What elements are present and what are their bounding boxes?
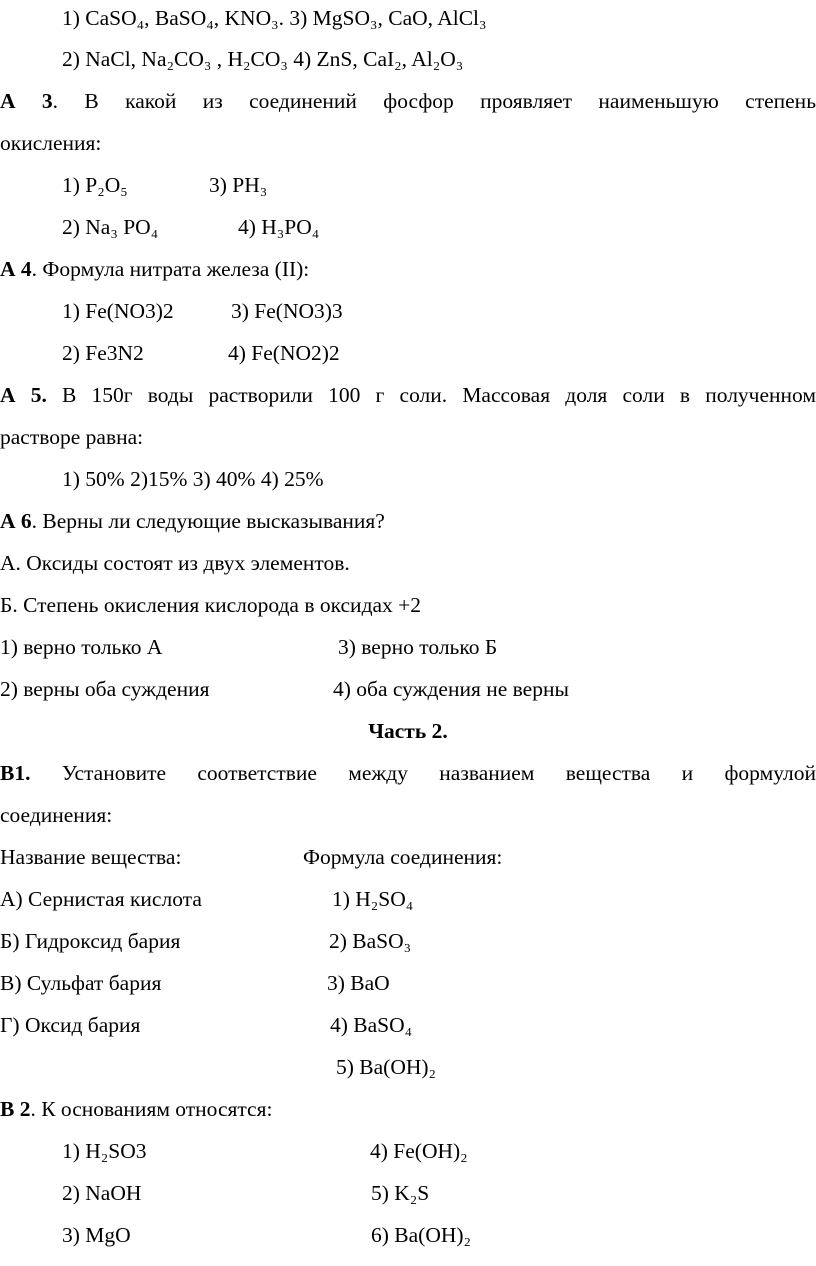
question-text: . К основаниям относятся: <box>30 1097 273 1121</box>
question-text: В 150г воды растворили 100 г соли. Массовая доля соли в полученном <box>46 383 816 407</box>
question-label: А 5. <box>0 383 47 407</box>
a3-question <box>0 91 816 113</box>
b2-option-1: 1) H₂SO3 <box>62 1139 147 1163</box>
question-text: . В какой из соединений фосфор проявляет наименьшую степень <box>52 89 816 113</box>
a6-option-3: 3) верно только Б <box>338 635 498 659</box>
a2-option-4: 4) ZnS, CaI₂, Al₂O₃ <box>293 47 464 71</box>
question-text: . Формула нитрата железа (II): <box>31 257 310 281</box>
b2-option-4: 4) Fe(OH)₂ <box>370 1139 468 1163</box>
a5-options: 1) 50% 2)15% 3) 40% 4) 25% <box>62 467 324 491</box>
a3-option-2: 2) Na₃ PO₄ <box>62 215 159 239</box>
question-text: . Верны ли следующие высказывания? <box>31 509 385 533</box>
question-label: В 2 <box>0 1097 31 1121</box>
a4-option-4: 4) Fe(NO2)2 <box>228 341 340 365</box>
a3-question-cont: окисления: <box>0 131 102 155</box>
b1-formula-1: 1) H₂SO₄ <box>332 887 414 911</box>
b1-question-cont: соединения: <box>0 803 113 827</box>
b1-name-b: Б) Гидроксид бария <box>0 929 181 953</box>
b1-formula-2: 2) BaSO₃ <box>329 929 412 953</box>
a2-option-3: 3) MgSO₃, CaO, AlCl₃ <box>289 6 487 30</box>
question-label: В1. <box>0 761 31 785</box>
a4-option-3: 3) Fe(NO3)3 <box>231 299 343 323</box>
a6-statement-a: А. Оксиды состоят из двух элементов. <box>0 551 350 575</box>
part-title: Часть 2. <box>368 719 448 743</box>
b1-names-header: Название вещества: <box>0 845 182 869</box>
a6-option-4: 4) оба суждения не верны <box>333 677 569 701</box>
question-label: А 4 <box>0 257 32 281</box>
b2-option-5: 5) K₂S <box>371 1181 430 1205</box>
a6-option-1: 1) верно только А <box>0 635 163 659</box>
b1-formula-4: 4) BaSO₄ <box>330 1013 413 1037</box>
a2-option-2: 2) NaCl, Na₂CO₃ , H₂CO₃ <box>62 47 288 71</box>
question-text: Установите соответствие между названием вещества и формулой <box>30 761 816 785</box>
option-line <box>62 49 463 71</box>
question-label: А 3 <box>0 89 53 113</box>
question-label: А 6 <box>0 509 32 533</box>
a3-option-1: 1) P₂O₅ <box>62 173 128 197</box>
a4-question <box>0 259 309 281</box>
b1-question <box>0 763 816 785</box>
b2-question <box>0 1099 272 1121</box>
a6-question <box>0 511 385 533</box>
b2-option-2: 2) NaOH <box>62 1181 142 1205</box>
a6-option-2: 2) верны оба суждения <box>0 677 210 701</box>
b1-name-a: А) Сернистая кислота <box>0 887 202 911</box>
option-line <box>62 8 487 30</box>
b1-formulas-header: Формула соединения: <box>303 845 503 869</box>
a5-question <box>0 385 816 407</box>
b1-formula-5: 5) Ba(OH)₂ <box>336 1055 437 1079</box>
a3-option-4: 4) H₃PO₄ <box>238 215 320 239</box>
a6-statement-b: Б. Степень окисления кислорода в оксидах +2 <box>0 593 422 617</box>
b1-name-c: В) Сульфат бария <box>0 971 162 995</box>
a3-option-3: 3) PH₃ <box>209 173 268 197</box>
a4-option-1: 1) Fe(NO3)2 <box>62 299 174 323</box>
a2-option-1: 1) CaSO₄, BaSO₄, KNO₃. <box>62 6 284 30</box>
a4-option-2: 2) Fe3N2 <box>62 341 144 365</box>
b1-formula-3: 3) BaO <box>327 971 390 995</box>
a5-question-cont: растворе равна: <box>0 425 144 449</box>
b1-name-d: Г) Оксид бария <box>0 1013 141 1037</box>
b2-option-3: 3) MgO <box>62 1223 131 1247</box>
b2-option-6: 6) Ba(OH)₂ <box>371 1223 472 1247</box>
